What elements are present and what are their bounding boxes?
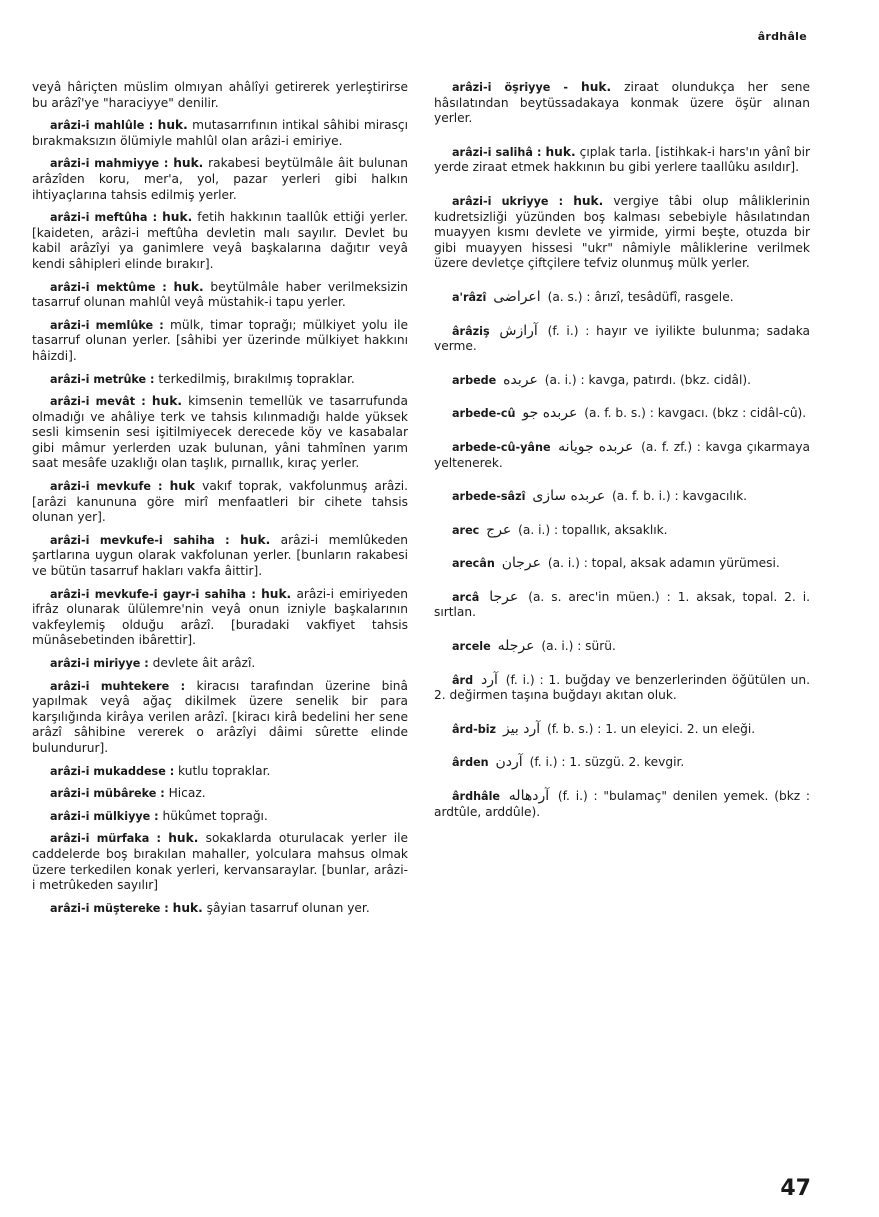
entry-arabic-script: اعراضى [493, 288, 541, 305]
entry-usage-label: huk. [172, 900, 203, 915]
entry-definition: arâzi-i memlûkeden şartlarına uygun olarak vakfolunan yerler. [bunların rakabesi ve bütün tasarruf hakları vakfa âittir]. [32, 532, 409, 579]
entry-definition: devlete âit arâzî. [152, 656, 256, 670]
entry-arabic-script: آرد [480, 671, 498, 688]
entry-headword: ârdhâle [452, 790, 501, 804]
entry-definition: (a. i.) : topal, aksak adamın yürümesi. [547, 556, 780, 571]
entry-definition: (f. i.) : hayır ve iyilikte bulunma; sadaka verme. [434, 323, 811, 354]
entry-headword: arecân [452, 557, 495, 571]
entry-usage-label: huk. [151, 394, 182, 409]
entry-headword: arâzi-i metrûke : [50, 372, 155, 386]
dictionary-entry [32, 210, 408, 272]
dictionary-entry [32, 80, 408, 111]
entry-definition: (a. i.) : kavga, patırdı. (bkz. cidâl). [544, 372, 752, 387]
dictionary-entry [32, 656, 408, 672]
entry-headword: arâzi-i meftûha : [50, 211, 158, 225]
entry-headword: arâzi-i mevkufe : [50, 480, 163, 494]
dictionary-entry [32, 533, 408, 580]
entry-arabic-script: آردهاله [508, 788, 550, 805]
entry-arabic-script: عربده جو [522, 405, 578, 422]
entry-headword: arâzi-i öşriyye - [452, 81, 569, 94]
entry-headword: arâzi-i mahmiyye : [50, 157, 169, 171]
dictionary-entry [32, 764, 408, 780]
entry-definition: (a. i.) : topallık, aksaklık. [518, 522, 668, 537]
entry-usage-label: huk. [157, 118, 188, 133]
right-column [434, 80, 810, 838]
dictionary-entry [434, 639, 810, 655]
entry-definition: kiracısı tarafından üzerine binâ yapılmak veyâ ağaç dikilmek üzere senelik bir para karşılığında kirâya verilen arâzî. [kiracı kirâ bedelini her sene arâzî sâhibine vererek o arâzîyi dâimi sûrette elinde bulundurur]. [32, 678, 409, 755]
entry-usage-label: huk. [573, 193, 604, 208]
dictionary-entry [434, 373, 810, 389]
entry-definition: kutlu topraklar. [178, 763, 271, 778]
entry-definition: mülk, timar toprağı; mülkiyet yolu ile tasarruf olunan yerler. [sâhibi yer üzerinde mülkiyet hakkını hâizdi]. [32, 317, 408, 363]
dictionary-entry [434, 290, 810, 306]
entry-usage-label: huk. [168, 831, 199, 846]
dictionary-entry [32, 280, 408, 311]
dictionary-entry [32, 831, 408, 893]
dictionary-entry [32, 587, 408, 649]
entry-definition: şâyian tasarruf olunan yer. [206, 900, 370, 915]
entry-definition: fetih hakkının taallûk ettiği yerler. [kaideten, arâzi-i meftûha devletin malı sayılır. Devlet bu kabil arâzîyi ya ganimlere veyâ başkalarına dağıtır veyâ kendi sâhipleri elinde bırakır]. [32, 210, 408, 271]
entry-headword: arâzi-i ukriyye : [452, 194, 564, 208]
entry-definition: (a. f. b. s.) : kavgacı. (bkz : cidâl-cû). [584, 406, 807, 421]
entry-definition: (a. s. arec'in müen.) : 1. aksak, topal. 2. i. sırtlan. [434, 589, 811, 620]
entry-definition: sokaklarda oturulacak yerler ile caddelerde boş bırakılan mahaller, yolculara mahsus olmak üzere terkedilen konak yerleri, kervansaraylar. [bunlar, arâzi-i metrûkeden sayılır] [32, 831, 409, 893]
entry-usage-label: huk. [240, 532, 271, 547]
entry-arabic-script: عرجان [501, 555, 541, 572]
entry-definition: Hicaz. [168, 786, 206, 801]
page-number: 47 [780, 1176, 811, 1201]
entry-definition: (f. i.) : 1. süzgü. 2. kevgir. [529, 755, 685, 770]
dictionary-entry [434, 523, 810, 539]
dictionary-entry [434, 789, 810, 820]
entry-headword: arâzi-i muhtekere : [50, 679, 186, 693]
entry-usage-label: huk. [173, 156, 204, 171]
entry-definition: hükûmet toprağı. [162, 808, 268, 823]
dictionary-entry [32, 394, 408, 472]
dictionary-entry [32, 156, 408, 203]
entry-definition: terkedilmiş, bırakılmış topraklar. [158, 371, 355, 386]
entry-definition: (a. s.) : ârızî, tesâdüfî, rasgele. [547, 289, 734, 304]
entry-definition: mutasarrıfının intikal sâhibi mirasçı bırakmaksızın ölümiyle mahlûl olan arâzi-i emiriye. [32, 118, 409, 148]
entry-definition: vakıf toprak, vakfolunmuş arâzi. [arâzi kanununa göre mirî menfaatleri bir cihete tahsis olunan yer]. [32, 479, 409, 525]
dictionary-entry [434, 80, 810, 127]
entry-headword: arbede-cû-yâne [452, 440, 551, 454]
entry-headword: arâzi-i mevkufe-i gayr-i sahiha : [50, 587, 256, 601]
dictionary-entry [32, 786, 408, 802]
entry-headword: ârâziş [452, 324, 490, 338]
entry-definition: (f. i.) : "bulamaç" denilen yemek. (bkz : ardtûle, arddûle). [434, 789, 811, 819]
entry-definition: (a. f. zf.) : kavga çıkarmaya yeltenerek. [434, 439, 811, 470]
entry-definition: beytülmâle haber verilmeksizin tasarruf olunan mahlûl veyâ müstahik-i tapu yerler. [32, 279, 409, 310]
entry-headword: arâzi-i mahlûle : [50, 119, 154, 133]
dictionary-entry [434, 590, 810, 621]
dictionary-entry [434, 324, 810, 355]
entry-headword: arâzi-i mülkiyye : [50, 809, 159, 823]
dictionary-entry [32, 809, 408, 825]
entry-headword: arbede-sâzî [452, 490, 526, 504]
entry-headword: ârd [452, 673, 474, 687]
entry-definition: (a. i.) : sürü. [541, 639, 616, 654]
entry-arabic-script: عرجا [489, 588, 519, 605]
dictionary-entry [32, 679, 408, 757]
dictionary-entry [32, 118, 408, 149]
entry-usage-label: huk [169, 479, 196, 494]
entry-headword: ârd-biz [452, 722, 497, 736]
entry-usage-label: huk. [173, 279, 204, 294]
entry-usage-label: huk. [261, 586, 292, 601]
entry-headword: arcele [452, 640, 491, 654]
entry-headword: arâzi-i mevât : [50, 395, 146, 409]
entry-headword: arâzi-i salihâ : [452, 145, 542, 159]
entry-definition: (f. i.) : 1. buğday ve benzerlerinden öğütülen un. 2. değirmen taşına buğdayı akıtan oluk. [434, 672, 810, 703]
entry-arabic-script: عرج [486, 521, 512, 538]
entry-arabic-script: عرجله [497, 638, 535, 655]
entry-usage-label: huk. [581, 80, 612, 94]
entry-headword: arâzi-i mevkufe-i sahiha : [50, 533, 230, 547]
entry-definition: (a. f. b. i.) : kavgacılık. [612, 489, 748, 504]
entry-headword: arcâ [452, 590, 480, 604]
dictionary-entry [32, 372, 408, 388]
left-column [32, 80, 408, 923]
entry-headword: arâzi-i müştereke : [50, 901, 169, 915]
entry-definition: kimsenin temellük ve tasarrufunda olmadığı ve ahâliye terk ve tahsis kılınmadığı halde yüksek sesli kimsenin sesi işitilmiyecek derecede köy ve kasabalar gibi mâmur yerlerden uzak bulunan, yâni tahmînen yarım saat mesâfe uzaklığı olan taşlık, pırnallık, kıraç yerler. [32, 394, 409, 471]
entry-headword: arâzi-i mürfaka : [50, 832, 161, 846]
dictionary-entry [434, 440, 810, 471]
dictionary-entry [434, 145, 810, 176]
entry-headword: ârden [452, 756, 489, 770]
entry-definition: veyâ hâriçten müslim olmıyan ahâlîyi getirerek yerleştirirse bu arâzî'ye "haraciyye" denilir. [32, 80, 408, 110]
entry-headword: arâzi-i mukaddese : [50, 764, 175, 778]
dictionary-entry [434, 406, 810, 422]
dictionary-entry [434, 556, 810, 572]
entry-headword: a'râzî [452, 290, 487, 304]
entry-headword: arec [452, 523, 480, 537]
entry-headword: arâzi-i miriyye : [50, 657, 149, 670]
entry-arabic-script: آرازش [499, 322, 538, 339]
dictionary-entry [434, 673, 810, 704]
entry-definition: vergiye tâbi olup mâliklerinin kudretsizliği yüzünden boş kalması sebebiyle hâsılatından muayyen kısmı devlete ve yirmide, yirmi beşte, otuzda bir gibi muayyen hissesi "ukr" nâmiyle mâliklerine verilmek üzere devletçe çiftçilere tefviz olunmuş mülk yerler. [434, 193, 811, 271]
entry-arabic-script: عربده [503, 371, 538, 388]
entry-arabic-script: آردن [495, 754, 523, 771]
entry-definition: ziraat olundukça her sene hâsılatından beytüssadakaya konmak üzere öşür alınan yerler. [434, 80, 810, 126]
entry-headword: arâzi-i mübâreke : [50, 787, 165, 801]
dictionary-entry [434, 755, 810, 771]
entry-usage-label: huk. [162, 210, 193, 225]
dictionary-entry [32, 479, 408, 526]
dictionary-entry [32, 901, 408, 917]
entry-definition: çıplak tarla. [istihkak-i hars'ın yânî bir yerde ziraat etmek hakkının bu gibi yerlere taallûku asıldır]. [434, 144, 811, 175]
entry-arabic-script: عربده سازى [532, 488, 606, 505]
entry-headword: arbede-cû [452, 407, 516, 421]
entry-definition: arâzi-i emiriyeden ifrâz olunarak ülülemre'nin veyâ onun izniyle başkalarının vakfeylemiş olduğu arâzî. [buradaki vakfiyet tahsis münâsebetinden ibârettir]. [32, 586, 409, 648]
dictionary-entry [434, 489, 810, 505]
entry-headword: arâzi-i mektûme : [50, 280, 167, 294]
dictionary-entry [434, 722, 810, 738]
entry-definition: (f. b. s.) : 1. un eleyici. 2. un eleği. [547, 721, 756, 736]
entry-definition: rakabesi beytülmâle âit bulunan arâzîden koru, mer'a, yol, pazar yerleri gibi halkın ihtiyaçlarına tahsis edilmiş yerler. [32, 156, 408, 202]
entry-headword: arâzi-i memlûke : [50, 318, 164, 332]
entry-arabic-script: آرد بيز [502, 720, 541, 737]
dictionary-entry [434, 194, 810, 272]
running-head: ârdhâle [757, 30, 807, 43]
entry-headword: arbede [452, 373, 497, 387]
entry-usage-label: huk. [545, 144, 576, 159]
entry-arabic-script: عربده جويانه [558, 438, 634, 455]
dictionary-entry [32, 318, 408, 365]
